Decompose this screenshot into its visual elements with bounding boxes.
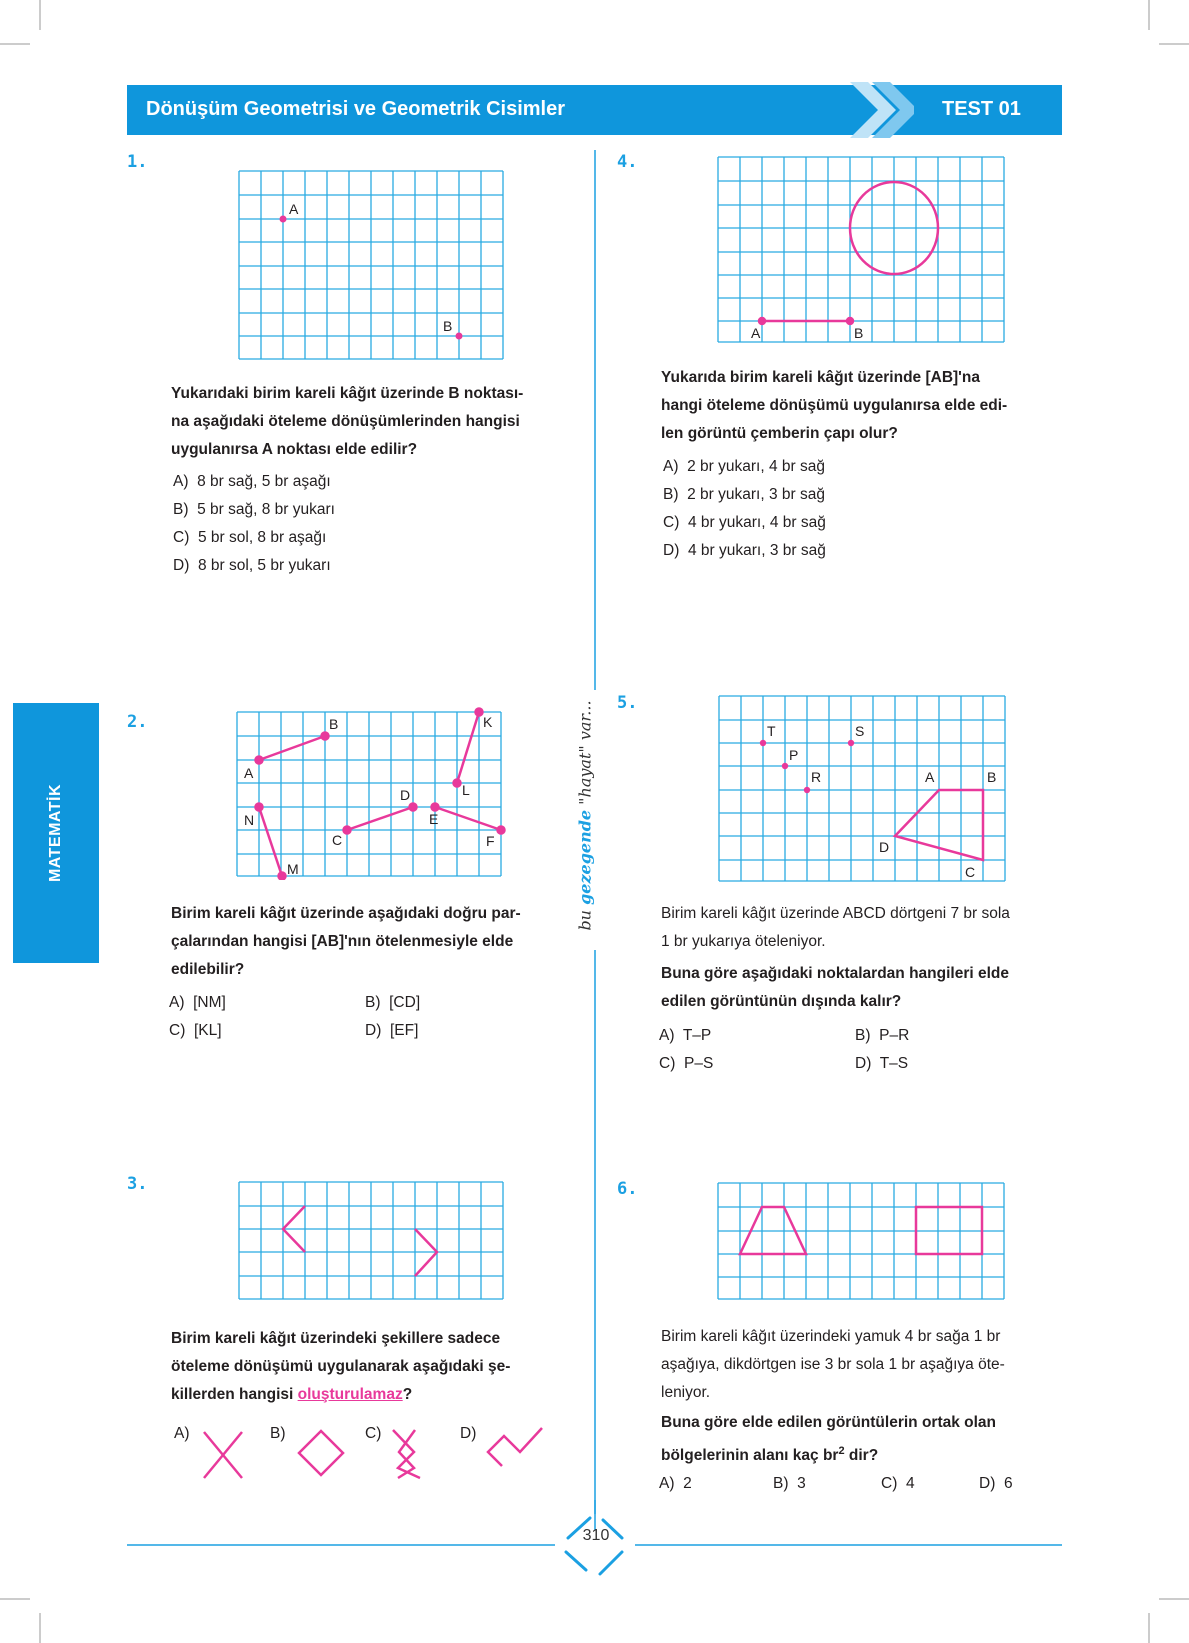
- question-number: 4.: [617, 152, 638, 172]
- zigzag-shape-icon: [486, 1422, 546, 1468]
- emphasis-word: oluşturulamaz: [297, 1386, 403, 1403]
- svg-text:E: E: [429, 811, 439, 827]
- option-b[interactable]: B): [270, 1425, 286, 1442]
- option-c[interactable]: C) 5 br sol, 8 br aşağı: [173, 529, 327, 546]
- svg-text:A: A: [244, 765, 254, 781]
- answer-options: [659, 1470, 1079, 1498]
- svg-text:L: L: [462, 782, 470, 798]
- crossed-loop-shape-icon: [390, 1428, 422, 1480]
- option-c[interactable]: C) [KL]: [169, 1022, 222, 1039]
- question-text: Birim kareli kâğıt üzerinde ABCD dörtgeni 7 br sola 1 br yukarıya öteleniyor.: [661, 905, 1010, 950]
- question-text: Yukarıda birim kareli kâğıt üzerinde [AB]'na hangi öteleme dönüşümü uygulanırsa elde edi- len görüntü çemberin çapı olur?: [661, 369, 1008, 442]
- point-label-b: B: [443, 318, 453, 334]
- option-b[interactable]: B) [CD]: [365, 994, 421, 1011]
- option-c[interactable]: C) 4 br yukarı, 4 br sağ: [663, 514, 826, 531]
- svg-text:D: D: [400, 787, 411, 803]
- question-number: 1.: [127, 152, 148, 172]
- svg-text:C: C: [965, 864, 976, 880]
- svg-text:R: R: [811, 769, 822, 785]
- option-c[interactable]: C) P–S: [659, 1055, 714, 1072]
- option-a[interactable]: A) 8 br sağ, 5 br aşağı: [173, 473, 331, 490]
- svg-text:N: N: [244, 812, 255, 828]
- question-number: 2.: [127, 712, 148, 732]
- x-cross-shape-icon: [200, 1430, 246, 1480]
- grid-figure-q2: [232, 700, 512, 880]
- option-a[interactable]: A) T–P: [659, 1027, 712, 1044]
- svg-text:A: A: [925, 769, 935, 785]
- grid-figure-q6: [714, 1178, 1010, 1303]
- svg-text:T: T: [767, 723, 776, 739]
- svg-text:B: B: [987, 769, 997, 785]
- answer-options: [169, 989, 569, 1045]
- test-label: TEST 01: [942, 98, 1021, 120]
- grid-figure-q3: [235, 1178, 515, 1303]
- grid-figure-q5: [715, 692, 1011, 887]
- answer-options: [173, 468, 553, 580]
- question-number: 3.: [127, 1174, 148, 1194]
- question-number: 5.: [617, 693, 638, 713]
- option-a[interactable]: A) 2: [659, 1475, 692, 1492]
- option-a[interactable]: A) 2 br yukarı, 4 br sağ: [663, 458, 825, 475]
- grid-figure-q4: [714, 150, 1010, 350]
- option-a[interactable]: A) [NM]: [169, 994, 226, 1011]
- question-text: Yukarıdaki birim kareli kâğıt üzerinde B noktası- na aşağıdaki öteleme dönüşümlerinden hangisi uygulanırsa A noktası elde edilir?: [171, 385, 524, 458]
- point-label-b: B: [854, 325, 864, 341]
- question-prompt: Buna göre aşağıdaki noktalardan hangileri elde edilen görüntünün dışında kalır?: [661, 965, 1009, 1010]
- page-title: Dönüşüm Geometrisi ve Geometrik Cisimler: [146, 98, 566, 120]
- question-prompt: Buna göre elde edilen görüntülerin ortak olan bölgelerinin alanı kaç $br^2$ dir?: [661, 1414, 997, 1465]
- question-text: Birim kareli kâğıt üzerindeki yamuk 4 br sağa 1 br aşağıya, dikdörtgen ise 3 br sola 1 br aşağıya öte- leniyor.: [661, 1328, 1005, 1401]
- subject-label: MATEMATİK: [47, 783, 65, 883]
- option-b[interactable]: B) 3: [773, 1475, 806, 1492]
- point-label-a: A: [289, 201, 299, 217]
- svg-text:C: C: [332, 832, 343, 848]
- option-b[interactable]: B) 5 br sağ, 8 br yukarı: [173, 501, 335, 518]
- svg-text:P: P: [789, 747, 799, 763]
- point-label-a: A: [751, 325, 761, 341]
- option-d[interactable]: D): [460, 1425, 477, 1442]
- answer-options: [659, 1022, 1059, 1078]
- option-d[interactable]: D) 6: [979, 1475, 1013, 1492]
- question-text: Birim kareli kâğıt üzerindeki şekillere sadece öteleme dönüşümü uygulanarak aşağıdaki şe- killerden hangisi oluşturulamaz?: [171, 1330, 511, 1403]
- answer-options: [663, 453, 1043, 565]
- option-b[interactable]: B) P–R: [855, 1027, 910, 1044]
- option-c[interactable]: C) 4: [881, 1475, 915, 1492]
- option-c[interactable]: C): [365, 1425, 382, 1442]
- svg-text:S: S: [855, 723, 865, 739]
- svg-text:F: F: [486, 833, 495, 849]
- option-d[interactable]: D) T–S: [855, 1055, 909, 1072]
- svg-text:K: K: [483, 714, 493, 730]
- svg-text:M: M: [287, 861, 299, 877]
- option-b[interactable]: B) 2 br yukarı, 3 br sağ: [663, 486, 825, 503]
- option-d[interactable]: D) [EF]: [365, 1022, 419, 1039]
- option-a[interactable]: A): [174, 1425, 190, 1442]
- slogan-text: bu gezegende "hayat" var...: [575, 699, 595, 931]
- option-d[interactable]: D) 8 br sol, 5 br yukarı: [173, 557, 331, 574]
- page-number: 310: [582, 1527, 610, 1544]
- option-d[interactable]: D) 4 br yukarı, 3 br sağ: [663, 542, 826, 559]
- diamond-shape-icon: [296, 1428, 346, 1478]
- grid-figure-q1: [235, 165, 515, 365]
- svg-text:B: B: [329, 716, 339, 732]
- question-text: Birim kareli kâğıt üzerinde aşağıdaki doğru par- çalarından hangisi [AB]'nın ötelenmesiyle elde edilebilir?: [171, 905, 521, 978]
- svg-text:D: D: [879, 839, 890, 855]
- question-number: 6.: [617, 1179, 638, 1199]
